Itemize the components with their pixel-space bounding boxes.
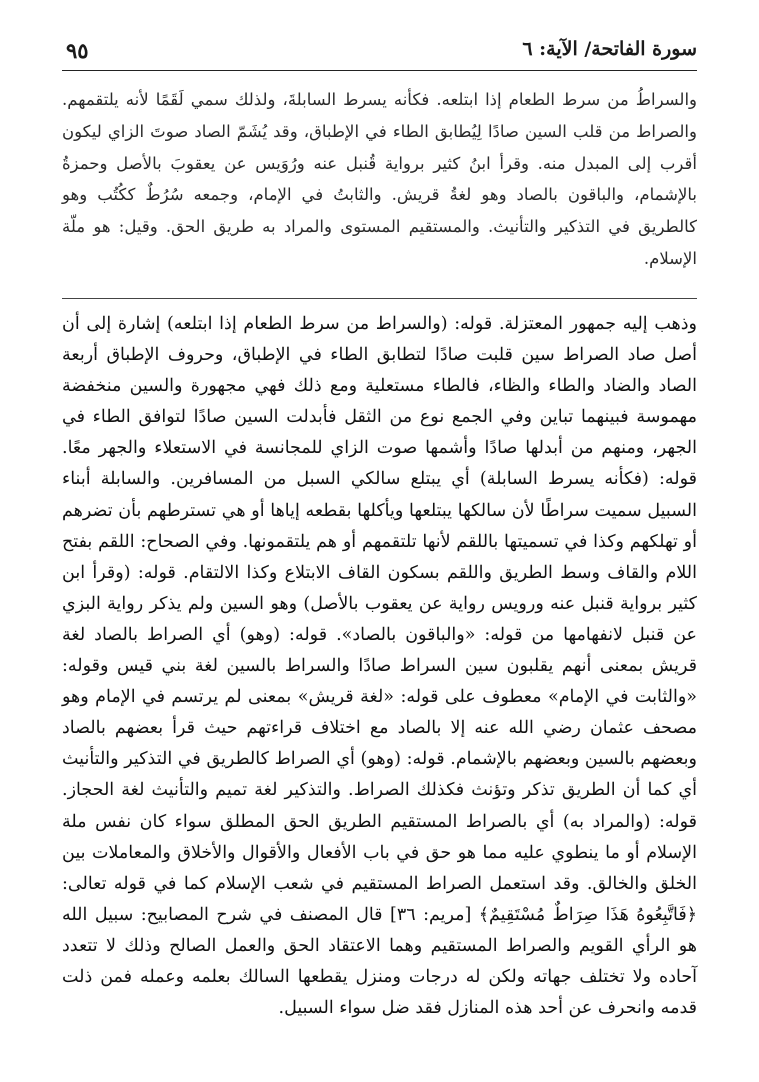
commentary-block (62, 309, 697, 1024)
page-header (62, 34, 697, 64)
base-text-block (62, 84, 697, 275)
section-divider (62, 298, 697, 299)
running-title: سورة الفاتحة/ الآية: ٦ (522, 38, 697, 60)
commentary-paragraph: وذهب إليه جمهور المعتزلة. قوله: (والسراط من سرط الطعام إذا ابتلعه) إشارة إلى أن أصل صاد الصراط سين قلبت صادًا لتطابق الطاء في الإطباق، وحروف الإطباق أربعة الصاد والضاد والطاء والظاء، فالطاء مستعلية ومع ذلك فهي مجهورة والسين منخفضة مهموسة فبينهما تباين وفي الجمع نوع من الثقل فأبدلت السين صادًا لتوافق الطاء في الجهر، ومنهم من أبدلها صادًا وأشمها صوت الزاي للمجانسة في الاستعلاء والجهر معًا. قوله: (فكأنه يسرط السابلة) أي يبتلع سالكي السبل من المسافرين. والسابلة أبناء السبيل سميت سراطًا لأن سالكها يبتلعها ويأكلها بقطعه إياها أو هي تسترطهم بأن تضرهم أو تهلكهم وكذا في تسميتها باللقم لأنها تلتقمهم أو هم يلتقمونها. وفي الصحاح: اللقم بفتح اللام والقاف وسط الطريق واللقم بسكون القاف الابتلاع وكذا الالتقام. قوله: (وقرأ ابن كثير برواية قنبل عنه ورويس رواية عن يعقوب بالأصل) وهو السين ولم يذكر رواية البزي عن قنبل لانفهامها من قوله: «والباقون بالصاد». قوله: (وهو) أي الصراط بالصاد لغة قريش بمعنى أنهم يقلبون سين السراط صادًا والسراط بالسين لغة بني قيس وقوله: «والثابت في الإمام» معطوف على قوله: «لغة قريش» بمعنى لم يرتسم في الإمام وهو مصحف عثمان رضي الله عنه إلا بالصاد مع اختلاف قراءتهم حيث قرأ بعضهم بالصاد وبعضهم بالسين وبعضهم بالإشمام. قوله: (وهو) أي الصراط كالطريق في التذكير والتأنيث أي كما أن الطريق تذكر وتؤنث فكذلك الصراط. والتذكير لغة تميم والتأنيث لغة الحجاز. قوله: (والمراد به) أي بالصراط المستقيم الطريق الحق المطلق سواء كان نفس ملة الإسلام أو ما ينطوي عليه مما هو حق في باب الأفعال والأقوال والأخلاق والمعاملات بين الخلق والخالق. وقد استعمل الصراط المستقيم في شعب الإسلام كما في قوله تعالى: ﴿فَاتَّبِعُوهُ هَذَا صِرَاطٌ مُسْتَقِيمٌ﴾ [مريم: ٣٦] قال المصنف في شرح المصابيح: سبيل الله هو الرأي القويم والصراط المستقيم وهما الاعتقاد الحق والعمل الصالح وذلك لا تتعدد آحاده ولا تختلف جهاته ولكن له درجات ومنزل يقطعها السالك بعلمه وعمله فمن ذلت قدمه وانحرف عن أحد هذه المنازل فقد ضل سواء السبيل. (62, 314, 698, 1019)
header-rule (62, 70, 697, 71)
page-number: ٩٥ (66, 38, 89, 63)
base-text-paragraph: والسراطُ من سرط الطعام إذا ابتلعه. فكأنه يسرط السابلةَ، ولذلك سمي لَقَمًا لأنه يلتقمهم. والصراط من قلب السين صادًا لِيُطابق الطاء في الإطباق، وقد يُشَمّ الصاد صوتَ الزاي ليكون أقرب إلى المبدل منه. وقرأ ابنُ كثير برواية قُنبل عنه ورُوَيس عن يعقوبَ بالأصل وحمزةُ بالإشمام، والباقون بالصاد وهو لغةُ قريش. والثابتُ في الإمام، وجمعه سُرُطٌ ككُتُب وهو كالطريق في التذكير والتأنيث. والمستقيم المستوى والمراد به طريق الحق. وقيل: هو ملّة الإسلام. (62, 90, 697, 268)
